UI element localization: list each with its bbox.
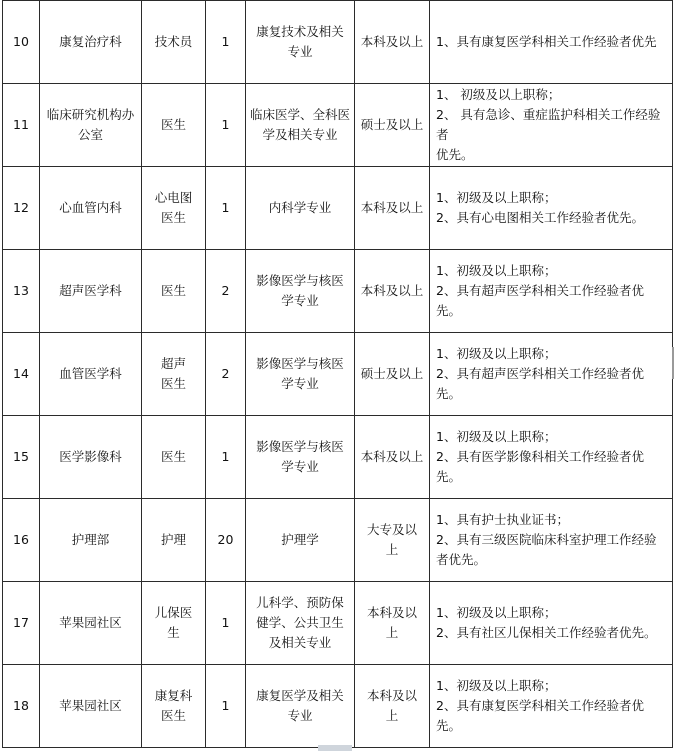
- requirements-line: 2、具有超声医学科相关工作经验者优先。: [436, 283, 644, 318]
- major-line: 内科学专业: [268, 200, 332, 215]
- right-edge-mark: [672, 347, 674, 379]
- education-cell: [355, 499, 430, 582]
- requirements-line: 2、具有医学影像科相关工作经验者优先。: [436, 449, 644, 484]
- education-line: 本科及以上: [360, 200, 424, 215]
- education-line: 本科及以: [366, 605, 417, 620]
- department-cell: [40, 582, 142, 665]
- requirements-cell: [430, 1, 673, 84]
- education-cell: [355, 665, 430, 748]
- headcount-cell: [206, 416, 246, 499]
- requirements-line: 1、初级及以上职称；: [436, 190, 557, 205]
- position-line: 超声: [160, 356, 186, 371]
- education-line: 上: [385, 708, 399, 723]
- headcount-text: 1: [221, 615, 230, 630]
- requirements-line: 先。: [436, 718, 462, 733]
- education-cell: [355, 84, 430, 167]
- row-number-text: 17: [13, 615, 29, 630]
- position-line: 医生: [160, 376, 186, 391]
- requirements-line: 1、初级及以上职称；: [436, 263, 557, 278]
- recruitment-table: [2, 0, 673, 748]
- requirements-line: 优先。: [436, 147, 474, 162]
- major-line: 儿科学、预防保: [256, 595, 344, 610]
- education-line: 本科及以上: [360, 283, 424, 298]
- education-cell: [355, 1, 430, 84]
- row-number-text: 15: [13, 449, 29, 464]
- education-cell: [355, 333, 430, 416]
- row-number-text: 16: [13, 532, 29, 547]
- position-line: 心电图: [154, 190, 193, 205]
- requirements-line: 2、具有康复医学科相关工作经验者优: [436, 698, 644, 713]
- headcount-text: 2: [221, 366, 230, 381]
- position-cell: [142, 250, 206, 333]
- department-cell: [40, 499, 142, 582]
- requirements-line: 1、具有护士执业证书；: [436, 512, 569, 527]
- position-line: 医生: [160, 210, 186, 225]
- major-line: 学专业: [281, 293, 319, 308]
- row-number-cell: [3, 416, 40, 499]
- major-line: 护理学: [281, 532, 319, 547]
- headcount-text: 1: [221, 34, 230, 49]
- table-row: [3, 1, 673, 84]
- headcount-text: 1: [221, 698, 230, 713]
- requirements-line: 1、初级及以上职称；: [436, 605, 557, 620]
- department-cell: [40, 416, 142, 499]
- education-line: 大专及以: [366, 522, 417, 537]
- headcount-cell: [206, 1, 246, 84]
- department-line: 苹果园社区: [59, 698, 122, 713]
- education-cell: [355, 582, 430, 665]
- position-cell: [142, 1, 206, 84]
- headcount-text: 20: [217, 532, 234, 547]
- requirements-line: 者优先。: [436, 552, 487, 567]
- row-number-cell: [3, 333, 40, 416]
- department-cell: [40, 84, 142, 167]
- department-line: 苹果园社区: [59, 615, 122, 630]
- row-number-cell: [3, 250, 40, 333]
- education-line: 硕士及以上: [360, 117, 424, 132]
- department-cell: [40, 1, 142, 84]
- major-line: 学及相关专业: [262, 127, 338, 142]
- headcount-text: 1: [221, 200, 230, 215]
- major-cell: [246, 250, 355, 333]
- requirements-cell: [430, 499, 673, 582]
- row-number-cell: [3, 665, 40, 748]
- headcount-text: 1: [221, 117, 230, 132]
- row-number-cell: [3, 167, 40, 250]
- education-cell: [355, 167, 430, 250]
- position-line: 康复科: [154, 688, 193, 703]
- headcount-cell: [206, 582, 246, 665]
- table-row: [3, 582, 673, 665]
- position-line: 医生: [160, 449, 186, 464]
- position-line: 护理: [160, 532, 186, 547]
- scroll-thumb-mark: [318, 745, 352, 751]
- position-cell: [142, 416, 206, 499]
- major-line: 专业: [287, 44, 313, 59]
- requirements-cell: [430, 84, 673, 167]
- major-line: 康复技术及相关: [256, 24, 344, 39]
- requirements-cell: [430, 167, 673, 250]
- row-number-text: 12: [13, 200, 29, 215]
- department-line: 超声医学科: [59, 283, 122, 298]
- requirements-line: 1、初级及以上职称；: [436, 678, 557, 693]
- position-line: 医生: [160, 117, 186, 132]
- department-line: 护理部: [71, 532, 110, 547]
- row-number-text: 14: [13, 366, 29, 381]
- requirements-cell: [430, 665, 673, 748]
- major-line: 学专业: [281, 376, 319, 391]
- requirements-cell: [430, 582, 673, 665]
- row-number-text: 18: [13, 698, 29, 713]
- education-line: 本科及以上: [360, 34, 424, 49]
- major-cell: [246, 582, 355, 665]
- table-row: [3, 250, 673, 333]
- headcount-cell: [206, 333, 246, 416]
- major-cell: [246, 84, 355, 167]
- position-line: 儿保医: [154, 605, 193, 620]
- department-cell: [40, 250, 142, 333]
- position-cell: [142, 665, 206, 748]
- position-line: 技术员: [154, 34, 193, 49]
- requirements-line: 2、具有社区儿保相关工作经验者优先。: [436, 625, 657, 640]
- education-line: 硕士及以上: [360, 366, 424, 381]
- major-cell: [246, 499, 355, 582]
- education-line: 上: [385, 542, 399, 557]
- department-cell: [40, 167, 142, 250]
- major-cell: [246, 333, 355, 416]
- major-line: 康复医学及相关: [256, 688, 344, 703]
- position-cell: [142, 333, 206, 416]
- requirements-line: 2、具有三级医院临床科室护理工作经验: [436, 532, 657, 547]
- row-number-cell: [3, 499, 40, 582]
- table-row: [3, 665, 673, 748]
- major-line: 临床医学、全科医: [250, 107, 351, 122]
- table-body: [3, 1, 673, 748]
- major-cell: [246, 665, 355, 748]
- requirements-line: 1、 初级及以上职称；: [436, 87, 561, 102]
- major-line: 健学、公共卫生: [256, 615, 344, 630]
- department-line: 公室: [77, 127, 103, 142]
- requirements-cell: [430, 416, 673, 499]
- table-row: [3, 416, 673, 499]
- headcount-text: 1: [221, 449, 230, 464]
- headcount-cell: [206, 665, 246, 748]
- table-row: [3, 167, 673, 250]
- row-number-text: 11: [13, 117, 29, 132]
- education-cell: [355, 416, 430, 499]
- department-line: 临床研究机构办: [46, 107, 135, 122]
- department-line: 心血管内科: [59, 200, 122, 215]
- department-line: 医学影像科: [59, 449, 122, 464]
- department-line: 康复治疗科: [59, 34, 122, 49]
- major-line: 及相关专业: [268, 635, 332, 650]
- requirements-line: 2、具有超声医学科相关工作经验者优先。: [436, 366, 644, 401]
- row-number-cell: [3, 582, 40, 665]
- requirements-cell: [430, 333, 673, 416]
- table-row: [3, 333, 673, 416]
- row-number-cell: [3, 84, 40, 167]
- row-number-text: 13: [13, 283, 29, 298]
- table-row: [3, 84, 673, 167]
- position-line: 医生: [160, 283, 186, 298]
- education-line: 本科及以: [366, 688, 417, 703]
- headcount-cell: [206, 499, 246, 582]
- position-cell: [142, 499, 206, 582]
- row-number-text: 10: [13, 34, 29, 49]
- education-line: 本科及以上: [360, 449, 424, 464]
- row-number-cell: [3, 1, 40, 84]
- department-cell: [40, 665, 142, 748]
- requirements-line: 1、初级及以上职称；: [436, 429, 557, 444]
- requirements-line: 2、 具有急诊、重症监护科相关工作经验者: [436, 107, 661, 142]
- headcount-cell: [206, 84, 246, 167]
- major-line: 影像医学与核医: [256, 439, 344, 454]
- position-line: 生: [167, 625, 180, 640]
- position-cell: [142, 167, 206, 250]
- department-cell: [40, 333, 142, 416]
- position-cell: [142, 582, 206, 665]
- requirements-line: 1、具有康复医学科相关工作经验者优先: [436, 34, 657, 49]
- headcount-cell: [206, 250, 246, 333]
- major-line: 影像医学与核医: [256, 273, 344, 288]
- requirements-line: 2、具有心电图相关工作经验者优先。: [436, 210, 644, 225]
- table-row: [3, 499, 673, 582]
- position-line: 医生: [160, 708, 186, 723]
- education-line: 上: [385, 625, 399, 640]
- major-cell: [246, 167, 355, 250]
- major-line: 学专业: [281, 459, 319, 474]
- headcount-text: 2: [221, 283, 230, 298]
- major-line: 影像医学与核医: [256, 356, 344, 371]
- major-cell: [246, 416, 355, 499]
- headcount-cell: [206, 167, 246, 250]
- major-cell: [246, 1, 355, 84]
- major-line: 专业: [287, 708, 313, 723]
- department-line: 血管医学科: [59, 366, 122, 381]
- requirements-cell: [430, 250, 673, 333]
- position-cell: [142, 84, 206, 167]
- education-cell: [355, 250, 430, 333]
- requirements-line: 1、初级及以上职称；: [436, 346, 557, 361]
